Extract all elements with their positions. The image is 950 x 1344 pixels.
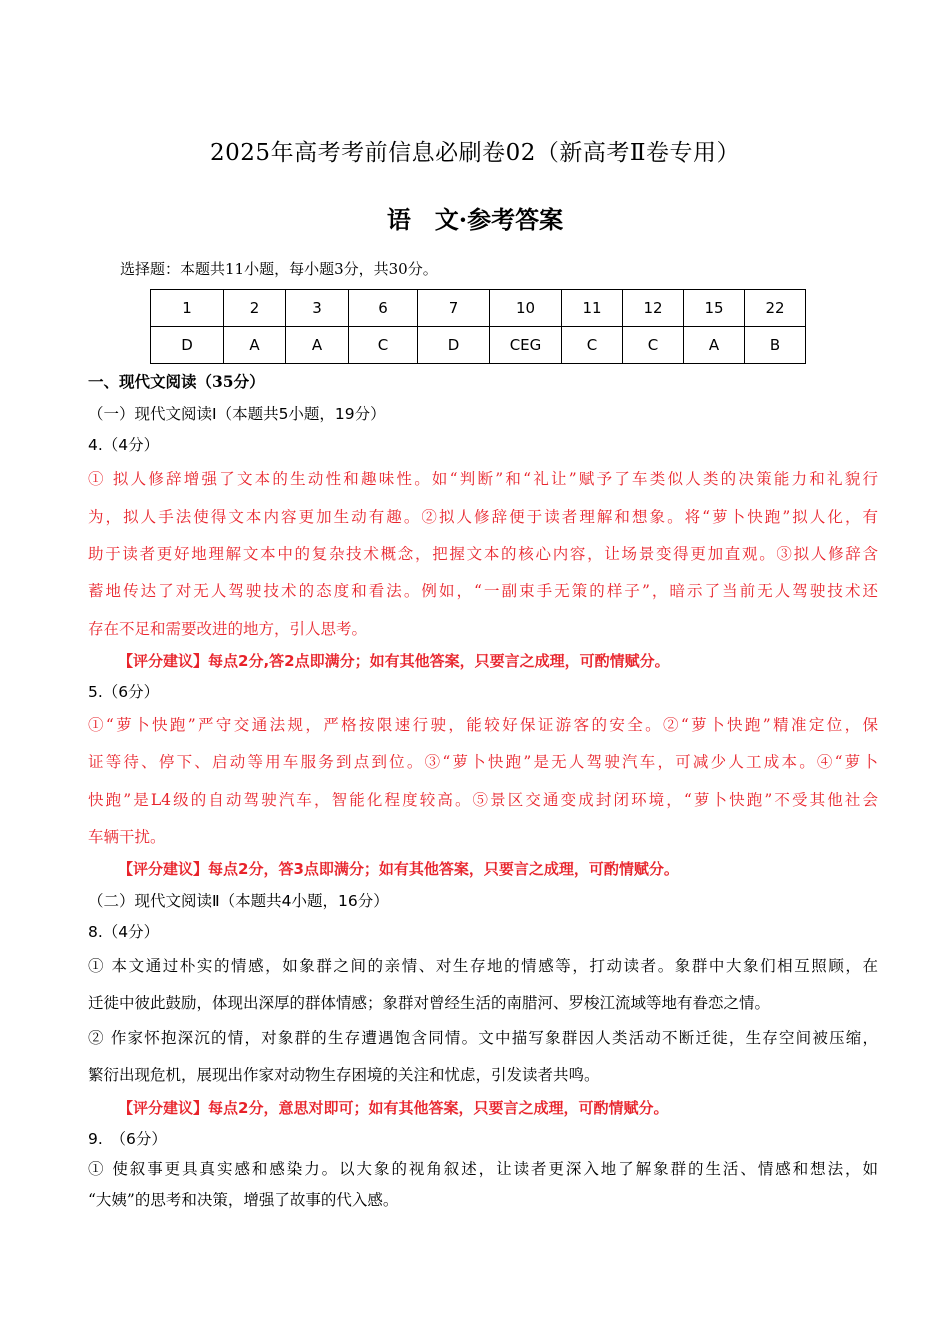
grading-note: 【评分建议】每点2分，意思对即可；如有其他答案，只要言之成理，可酌情赋分。: [118, 1099, 669, 1117]
answer-line: 繁衍出现危机，展现出作家对动物生存困境的关注和忧虑，引发读者共鸣。: [88, 1066, 600, 1084]
subsection-heading: （二）现代文阅读Ⅱ（本题共4小题，16分）: [88, 892, 389, 910]
question-number-cell: 22: [745, 290, 806, 327]
answer-cell: A: [286, 327, 349, 364]
question-number-cell: 10: [490, 290, 562, 327]
question-number-cell: 3: [286, 290, 349, 327]
question-label: 5.（6分）: [88, 683, 160, 701]
question-label: 9. （6分）: [88, 1130, 167, 1148]
answer-line: 迁徙中彼此鼓励，体现出深厚的群体情感；象群对曾经生活的南腊河、罗梭江流域等地有眷恋之情。: [88, 994, 771, 1012]
answer-line: 证等待、停下、启动等用车服务到点到位。③“萝卜快跑”是无人驾驶汽车，可减少人工成本。④“萝卜: [88, 753, 878, 771]
choice-intro: 选择题：本题共11小题，每小题3分，共30分。: [120, 260, 438, 278]
answer-line: 蓄地传达了对无人驾驶技术的态度和看法。例如，“一副束手无策的样子”，暗示了当前无人驾驶技术还: [88, 582, 878, 600]
answer-cell: D: [418, 327, 490, 364]
answer-cell: C: [623, 327, 684, 364]
answer-table: [150, 289, 806, 364]
answer-cell: C: [562, 327, 623, 364]
answer-cell: A: [684, 327, 745, 364]
question-number-cell: 2: [224, 290, 286, 327]
grading-note: 【评分建议】每点2分,答2点即满分；如有其他答案，只要言之成理，可酌情赋分。: [118, 652, 670, 670]
section-heading: 一、现代文阅读（35分）: [88, 372, 265, 391]
answer-table-answer-row: [151, 327, 806, 364]
answer-cell: A: [224, 327, 286, 364]
question-number-cell: 6: [349, 290, 418, 327]
answer-line: ① 拟人修辞增强了文本的生动性和趣味性。如“判断”和“礼让”赋予了车类似人类的决策能力和礼貌行: [88, 470, 878, 488]
answer-table-question-row: [151, 290, 806, 327]
answer-line: 车辆干扰。: [88, 828, 166, 846]
question-number-cell: 12: [623, 290, 684, 327]
grading-note: 【评分建议】每点2分，答3点即满分；如有其他答案，只要言之成理，可酌情赋分。: [118, 860, 679, 878]
question-number-cell: 7: [418, 290, 490, 327]
answer-line: “大姨”的思考和决策，增强了故事的代入感。: [88, 1191, 399, 1209]
question-number-cell: 11: [562, 290, 623, 327]
answer-line: 助于读者更好地理解文本中的复杂技术概念，把握文本的核心内容，让场景变得更加直观。③拟人修辞含: [88, 545, 878, 563]
answer-line: ①“萝卜快跑”严守交通法规，严格按限速行驶，能较好保证游客的安全。②“萝卜快跑”精准定位，保: [88, 716, 878, 734]
document-title: 2025年高考考前信息必刷卷02（新高考Ⅱ卷专用）: [210, 140, 740, 166]
answer-line: ① 使叙事更具真实感和感染力。以大象的视角叙述，让读者更深入地了解象群的生活、情感和想法，如: [88, 1160, 878, 1178]
answer-cell: CEG: [490, 327, 562, 364]
answer-line: 为，拟人手法使得文本内容更加生动有趣。②拟人修辞便于读者理解和想象。将“萝卜快跑”拟人化，有: [88, 508, 878, 526]
answer-line: 存在不足和需要改进的地方，引人思考。: [88, 620, 368, 638]
subsection-heading: （一）现代文阅读Ⅰ（本题共5小题，19分）: [88, 405, 386, 423]
question-number-cell: 1: [151, 290, 224, 327]
answer-line: 快跑”是L4级的自动驾驶汽车，智能化程度较高。⑤景区交通变成封闭环境，“萝卜快跑”不受其他社会: [88, 791, 878, 809]
answer-cell: C: [349, 327, 418, 364]
answer-cell: B: [745, 327, 806, 364]
question-number-cell: 15: [684, 290, 745, 327]
answer-cell: D: [151, 327, 224, 364]
answer-line: ② 作家怀抱深沉的情，对象群的生存遭遇饱含同情。文中描写象群因人类活动不断迁徙，生存空间被压缩，: [88, 1029, 878, 1047]
answer-line: ① 本文通过朴实的情感，如象群之间的亲情、对生存地的情感等，打动读者。象群中大象们相互照顾，在: [88, 957, 878, 975]
question-label: 8.（4分）: [88, 923, 160, 941]
question-label: 4.（4分）: [88, 436, 160, 454]
document-subtitle: 语 文·参考答案: [386, 205, 564, 234]
